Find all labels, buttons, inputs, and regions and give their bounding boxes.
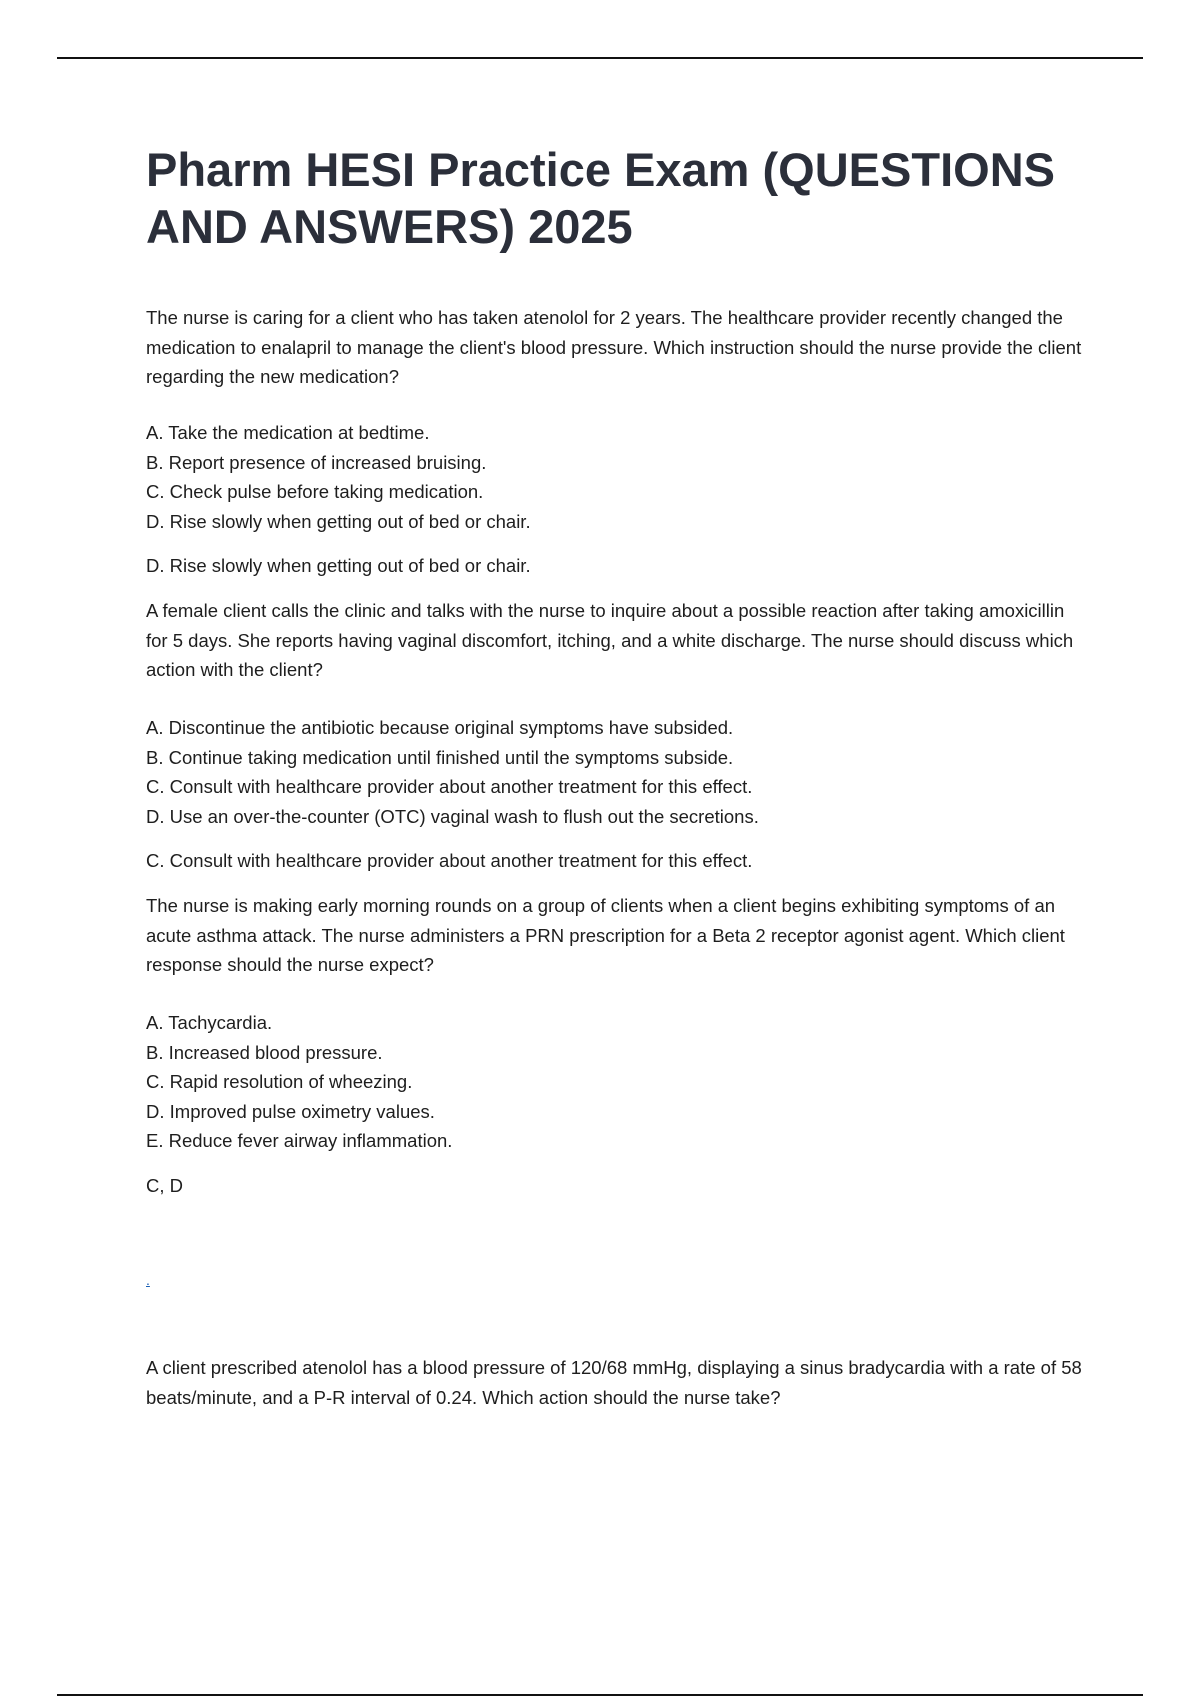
question-3-answer: C, D [146, 1175, 183, 1196]
question-3-option-b: B. Increased blood pressure. [146, 1041, 383, 1063]
question-2-answer: C. Consult with healthcare provider about another treatment for this effect. [146, 850, 753, 871]
page-title: Pharm HESI Practice Exam (QUESTIONS AND ANSWERS) 2025 [146, 143, 1055, 253]
question-1-answer: D. Rise slowly when getting out of bed or chair. [146, 555, 531, 576]
question-3-option-c: C. Rapid resolution of wheezing. [146, 1071, 413, 1092]
question-3-option-a: A. Tachycardia. [146, 1012, 273, 1033]
question-1-option-d: D. Rise slowly when getting out of bed or chair. [146, 510, 531, 532]
question-1-stem: The nurse is caring for a client who has taken atenolol for 2 years. The healthcare provider recently changed the medication to enalapril to manage the client's blood pressure. Which instruction should the nurse provide the client regarding the new medication? [146, 307, 1082, 387]
question-2-stem: A female client calls the clinic and talks with the nurse to inquire about a possible reaction after taking amoxicillin for 5 days. She reports having vaginal discomfort, itching, and a white discharge. The nurse should discuss which action with the client? [146, 600, 1074, 680]
question-1-options [146, 418, 1086, 536]
question-1-option-c: C. Check pulse before taking medication. [146, 481, 484, 502]
question-1-option-b: B. Report presence of increased bruising. [146, 451, 487, 473]
question-2-option-a: A. Discontinue the antibiotic because original symptoms have subsided. [146, 717, 734, 738]
question-2-option-d: D. Use an over-the-counter (OTC) vaginal wash to flush out the secretions. [146, 805, 759, 827]
question-2-option-b: B. Continue taking medication until finished until the symptoms subside. [146, 746, 734, 768]
question-3-option-e: E. Reduce fever airway inflammation. [146, 1130, 453, 1151]
question-1-option-a: A. Take the medication at bedtime. [146, 422, 430, 443]
question-3-stem: The nurse is making early morning rounds on a group of clients when a client begins exhibiting symptoms of an acute asthma attack. The nurse administers a PRN prescription for a Beta 2 receptor agonist agent. Which client response should the nurse expect? [146, 895, 1065, 975]
bottom-rule [57, 1694, 1143, 1696]
question-4-stem: A client prescribed atenolol has a blood pressure of 120/68 mmHg, displaying a sinus bradycardia with a rate of 58 beats/minute, and a P-R interval of 0.24. Which action should the nurse take? [146, 1357, 1082, 1408]
question-2-option-c: C. Consult with healthcare provider about another treatment for this effect. [146, 776, 753, 797]
top-rule [57, 57, 1143, 59]
question-3-options [146, 1008, 1086, 1156]
question-3-option-d: D. Improved pulse oximetry values. [146, 1100, 435, 1122]
question-2-options [146, 713, 1086, 831]
page-link[interactable]: . [146, 1272, 150, 1288]
